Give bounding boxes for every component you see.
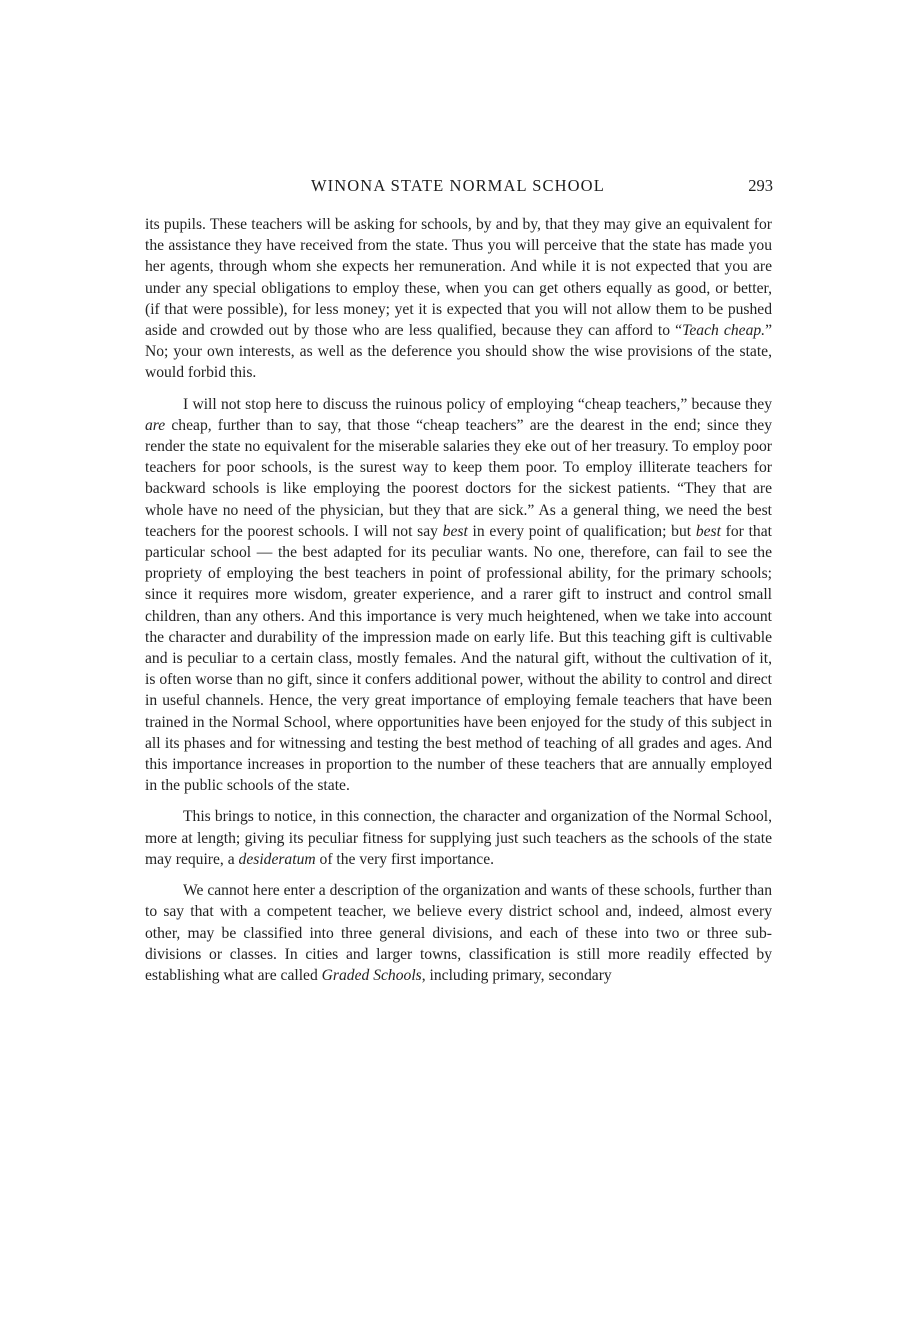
- paragraph-1-italic-a: Teach cheap.: [682, 322, 766, 340]
- paragraph-4-italic-a: Graded Schools: [321, 966, 422, 984]
- paragraph-1-text-a: its pupils. These teachers will be asking for schools, by and by, that they may give an equivalent for the assistance they have received from the state. Thus you will perceive that the state has made you her agents, through whom she expects her remuneration. And while it is not expected that you are under any special obligations to employ these, when you can get others equally as good, or better, (if that were possible), for less money; yet it is expected that you will not allow them to be pushed aside and crowded out by those who are less qualified, because they can afford to “: [145, 216, 772, 340]
- paragraph-1-text-b: ” No; your own interests, as well as the deference you should show the wise provisions of the state, would forbid this.: [145, 322, 772, 382]
- paragraph-2: [145, 394, 772, 797]
- paragraph-2-text-b: cheap, further than to say, that those “cheap teachers” are the dearest in the end; since they render the state no equivalent for the miserable salaries they eke out of her treasury. To employ poor teachers for poor schools, is the surest way to keep them poor. To employ illiterate teachers for backward schools is like employing the poorest doctors for the sickest patients. “They that are whole have no need of the physician, but they that are sick.” As a general thing, we need the best teachers for the poorest schools. I will not say: [145, 416, 772, 540]
- paragraph-4-text-b: , including primary, secondary: [421, 966, 612, 984]
- paragraph-2-text-a: I will not stop here to discuss the ruinous policy of employing “cheap teachers,” because they: [183, 395, 772, 413]
- paragraph-2-italic-b: best: [442, 522, 468, 540]
- paragraph-2-italic-c: best: [695, 522, 721, 540]
- paragraph-4-text-a: We cannot here enter a description of the organization and wants of these schools, further than to say that with a competent teacher, we believe every district school and, indeed, almost every other, may be classified into three general divisions, and each of these into two or three sub-divisions or classes. In cities and larger towns, classification is still more readily effected by establishing what are called: [145, 882, 772, 984]
- paragraph-3-text-b: of the very first importance.: [315, 850, 495, 868]
- running-header: [145, 176, 773, 200]
- paragraph-2-text-c: in every point of qualification; but: [467, 522, 696, 540]
- running-title: WINONA STATE NORMAL SCHOOL: [311, 176, 605, 195]
- paragraph-2-italic-a: are: [145, 416, 166, 434]
- paragraph-3-italic-a: desideratum: [238, 850, 316, 868]
- paragraph-3: [145, 806, 772, 870]
- paragraph-2-text-d: for that particular school — the best adapted for its peculiar wants. No one, therefore, can fail to see the propriety of employing the best teachers in point of professional ability, for the primary schools; since it requires more wisdom, greater experience, and a rarer gift to instruct and control small children, than any others. And this importance is very much heightened, when we take into account the character and durability of the impression made on early life. But this teaching gift is cultivable and is peculiar to a certain class, mostly females. And the natural gift, without the cultivation of it, is often worse than no gift, since it confers additional power, without the ability to control and direct in useful channels. Hence, the very great importance of employing female teachers that have been trained in the Normal School, where opportunities have been enjoyed for the study of this subject in all its phases and for witnessing and testing the best method of teaching of all grades and ages. And this importance increases in proportion to the number of these teachers that are annually employed in the public schools of the state.: [145, 522, 772, 795]
- paragraph-3-text-a: This brings to notice, in this connection, the character and organization of the Normal School, more at length; giving its peculiar fitness for supplying just such teachers as the schools of the state may require, a: [145, 808, 772, 868]
- paragraph-4: [145, 880, 772, 986]
- page-number: 293: [748, 176, 773, 195]
- body-text: [145, 214, 772, 986]
- paragraph-1: [145, 214, 772, 384]
